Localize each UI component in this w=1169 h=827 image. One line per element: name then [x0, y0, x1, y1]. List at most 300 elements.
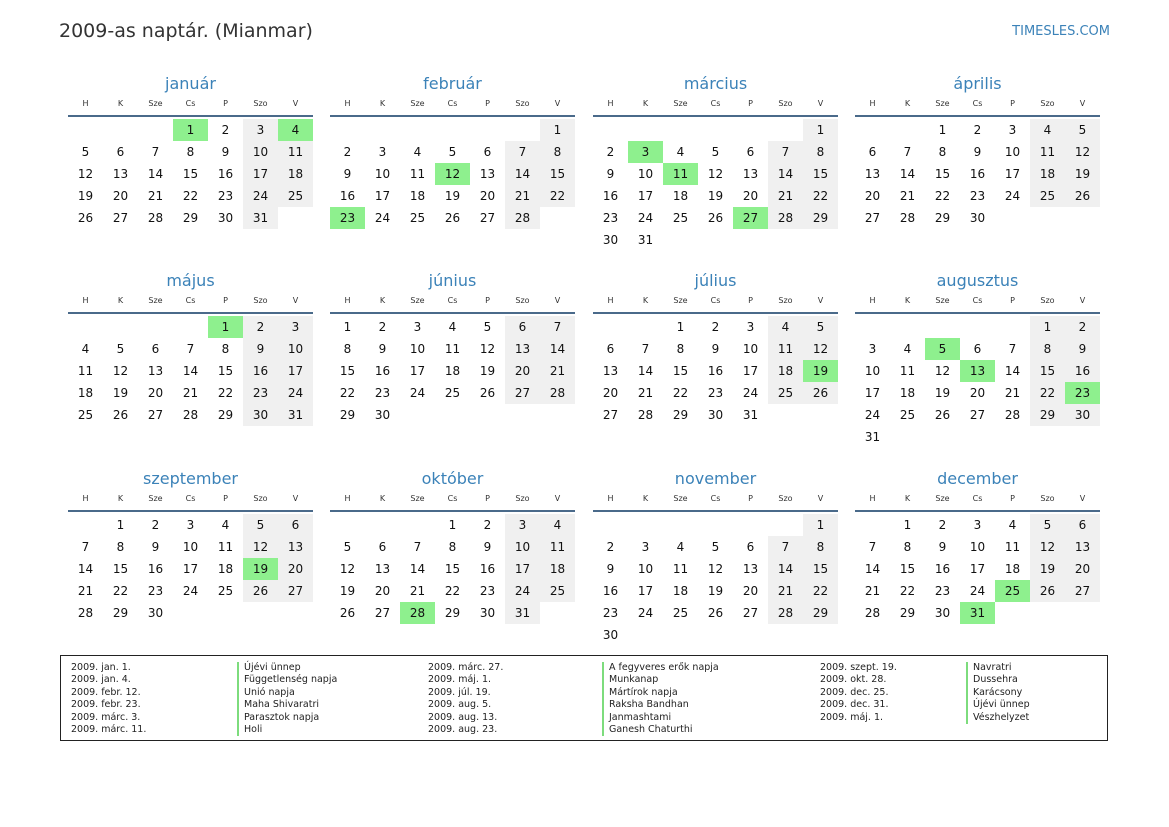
- day-cell: 21: [409, 584, 426, 598]
- day-grid: [330, 514, 575, 624]
- empty-cell: [925, 316, 960, 338]
- legend-date: 2009. júl. 19.: [428, 686, 491, 698]
- day-cell: 11: [409, 167, 426, 181]
- empty-cell: [890, 316, 925, 338]
- day-cell: 19: [1030, 558, 1065, 580]
- legend-date: 2009. dec. 31.: [820, 699, 889, 711]
- empty-cell: [103, 316, 138, 338]
- day-cell: 25: [1030, 185, 1065, 207]
- weekday-label: Cs: [710, 296, 721, 305]
- day-cell: 13: [112, 167, 129, 181]
- weekday-header: [330, 293, 575, 309]
- weekday-header: [68, 96, 313, 112]
- day-cell: 4: [81, 342, 90, 356]
- day-cell: 10: [864, 364, 881, 378]
- day-cell: 26: [479, 386, 496, 400]
- day-cell: 5: [483, 320, 492, 334]
- weekday-label: H: [869, 296, 876, 305]
- weekday-label: V: [1079, 99, 1086, 108]
- day-cell: 31: [742, 408, 759, 422]
- day-cell: 6: [1065, 514, 1100, 536]
- day-cell: 15: [112, 562, 129, 576]
- day-cell: 21: [77, 584, 94, 598]
- weekday-label: K: [379, 494, 386, 503]
- page-title: 2009-as naptár. (Mianmar): [59, 20, 313, 42]
- day-cell: 2: [151, 518, 160, 532]
- day-cell: 24: [637, 606, 654, 620]
- day-cell: 7: [151, 145, 160, 159]
- day-cell: 20: [147, 386, 164, 400]
- day-cell: 4: [448, 320, 457, 334]
- weekday-label: H: [82, 99, 89, 108]
- day-cell: 7: [768, 141, 803, 163]
- day-cell: 6: [116, 145, 125, 159]
- day-cell: 18: [540, 558, 575, 580]
- day-cell: 11: [899, 364, 916, 378]
- day-cell: 13: [278, 536, 313, 558]
- weekday-label: H: [869, 494, 876, 503]
- weekday-label: Cs: [972, 99, 983, 108]
- day-cell: 2: [938, 518, 947, 532]
- day-cell: 6: [973, 342, 982, 356]
- weekday-label: H: [869, 99, 876, 108]
- day-cell: 21: [864, 584, 881, 598]
- day-cell: 30: [243, 404, 278, 426]
- legend-holiday-name: Vészhelyzet: [966, 712, 1030, 724]
- weekday-label: K: [117, 494, 124, 503]
- day-cell: 13: [742, 167, 759, 181]
- day-cell: 20: [742, 584, 759, 598]
- day-cell: 30: [934, 606, 951, 620]
- day-cell: 20: [864, 189, 881, 203]
- month-name: november: [674, 469, 757, 488]
- day-cell: 14: [864, 562, 881, 576]
- day-cell: 6: [151, 342, 160, 356]
- day-cell: 31: [864, 430, 881, 444]
- day-cell: 4: [676, 145, 685, 159]
- legend-dates-2: [428, 662, 503, 736]
- day-cell: 30: [374, 408, 391, 422]
- day-cell: 4: [676, 540, 685, 554]
- legend-date: 2009. febr. 23.: [71, 699, 141, 711]
- day-cell: 6: [278, 514, 313, 536]
- weekday-header: [593, 293, 838, 309]
- day-cell: 1: [803, 119, 838, 141]
- weekday-label: Szo: [253, 296, 268, 305]
- legend-date: 2009. máj. 1.: [428, 674, 492, 686]
- month-április: [855, 72, 1100, 229]
- day-cell: 25: [444, 386, 461, 400]
- day-cell: 7: [768, 536, 803, 558]
- day-cell: 21: [147, 189, 164, 203]
- day-cell: 18: [409, 189, 426, 203]
- legend-date: 2009. márc. 27.: [428, 662, 504, 673]
- day-cell: 23: [602, 211, 619, 225]
- day-cell: 3: [746, 320, 755, 334]
- day-cell: 24: [278, 382, 313, 404]
- day-cell: 3: [378, 145, 387, 159]
- day-cell: 5: [1030, 514, 1065, 536]
- day-cell: 2: [711, 320, 720, 334]
- day-cell: 17: [637, 189, 654, 203]
- day-grid: [330, 119, 575, 229]
- holiday-day: 11: [663, 163, 698, 185]
- day-cell: 20: [1065, 558, 1100, 580]
- day-cell: 31: [637, 233, 654, 247]
- empty-cell: [628, 514, 663, 536]
- weekday-label: Szo: [778, 99, 793, 108]
- day-cell: 17: [374, 189, 391, 203]
- day-cell: 4: [1030, 119, 1065, 141]
- header-divider: [68, 312, 313, 314]
- day-cell: 23: [707, 386, 724, 400]
- day-cell: 27: [278, 580, 313, 602]
- weekday-label: Sze: [673, 99, 688, 108]
- day-cell: 16: [602, 189, 619, 203]
- day-cell: 7: [81, 540, 90, 554]
- day-cell: 8: [1030, 338, 1065, 360]
- day-cell: 24: [864, 408, 881, 422]
- weekday-label: V: [292, 296, 299, 305]
- month-január: [68, 72, 313, 229]
- day-cell: 7: [641, 342, 650, 356]
- weekday-label: V: [817, 494, 824, 503]
- empty-cell: [68, 316, 103, 338]
- legend-holiday-name: Holi: [237, 724, 337, 736]
- month-szeptember: [68, 467, 313, 624]
- day-cell: 7: [540, 316, 575, 338]
- month-október: [330, 467, 575, 624]
- day-cell: 16: [479, 562, 496, 576]
- empty-cell: [890, 119, 925, 141]
- weekday-label: Cs: [185, 99, 196, 108]
- day-cell: 15: [182, 167, 199, 181]
- header-divider: [593, 312, 838, 314]
- holiday-day: 5: [925, 338, 960, 360]
- day-cell: 2: [378, 320, 387, 334]
- legend-date: 2009. dec. 25.: [820, 686, 889, 698]
- day-cell: 10: [637, 562, 654, 576]
- day-cell: 9: [711, 342, 720, 356]
- day-cell: 27: [602, 408, 619, 422]
- month-name: február: [423, 74, 482, 93]
- legend-holiday-name: Munkanap: [602, 674, 719, 686]
- day-cell: 20: [505, 360, 540, 382]
- day-cell: 18: [899, 386, 916, 400]
- day-cell: 4: [903, 342, 912, 356]
- day-cell: 5: [448, 145, 457, 159]
- day-cell: 19: [77, 189, 94, 203]
- day-cell: 23: [479, 584, 496, 598]
- day-cell: 7: [868, 540, 877, 554]
- day-cell: 24: [969, 584, 986, 598]
- day-cell: 28: [768, 207, 803, 229]
- day-cell: 29: [339, 408, 356, 422]
- day-cell: 5: [81, 145, 90, 159]
- day-cell: 21: [505, 185, 540, 207]
- day-cell: 2: [343, 145, 352, 159]
- day-cell: 19: [707, 189, 724, 203]
- day-cell: 9: [606, 167, 615, 181]
- holiday-day: 1: [173, 119, 208, 141]
- holiday-day: 23: [330, 207, 365, 229]
- weekday-label: Szo: [1040, 494, 1055, 503]
- day-cell: 30: [147, 606, 164, 620]
- empty-cell: [855, 316, 890, 338]
- day-grid: [593, 119, 838, 251]
- weekday-label: Cs: [710, 494, 721, 503]
- holiday-day: 13: [960, 360, 995, 382]
- weekday-label: P: [485, 99, 490, 108]
- empty-cell: [733, 119, 768, 141]
- day-cell: 12: [339, 562, 356, 576]
- day-cell: 14: [637, 364, 654, 378]
- legend-holiday-name: A fegyveres erők napja: [602, 662, 719, 674]
- day-cell: 8: [676, 342, 685, 356]
- day-cell: 24: [182, 584, 199, 598]
- weekday-label: P: [1010, 296, 1015, 305]
- day-cell: 5: [711, 540, 720, 554]
- day-cell: 27: [1065, 580, 1100, 602]
- weekday-label: Cs: [972, 494, 983, 503]
- holiday-day: 31: [960, 602, 995, 624]
- empty-cell: [995, 316, 1030, 338]
- day-cell: 27: [374, 606, 391, 620]
- day-cell: 8: [938, 145, 947, 159]
- holiday-day: 12: [435, 163, 470, 185]
- day-cell: 18: [217, 562, 234, 576]
- weekday-header: [330, 96, 575, 112]
- day-cell: 12: [934, 364, 951, 378]
- day-cell: 22: [672, 386, 689, 400]
- weekday-label: V: [1079, 494, 1086, 503]
- day-cell: 8: [540, 141, 575, 163]
- day-cell: 3: [1008, 123, 1017, 137]
- day-cell: 30: [217, 211, 234, 225]
- legend-holiday-name: Dussehra: [966, 674, 1030, 686]
- empty-cell: [663, 514, 698, 536]
- weekday-label: Szo: [1040, 99, 1055, 108]
- day-cell: 30: [602, 233, 619, 247]
- day-cell: 16: [707, 364, 724, 378]
- day-cell: 1: [448, 518, 457, 532]
- day-cell: 8: [903, 540, 912, 554]
- day-cell: 24: [1004, 189, 1021, 203]
- legend-date: 2009. jan. 4.: [71, 674, 131, 686]
- day-cell: 9: [1065, 338, 1100, 360]
- day-cell: 1: [676, 320, 685, 334]
- day-cell: 8: [116, 540, 125, 554]
- weekday-header: [855, 293, 1100, 309]
- day-cell: 11: [1030, 141, 1065, 163]
- month-name: június: [428, 271, 477, 290]
- weekday-label: V: [554, 296, 561, 305]
- day-cell: 23: [934, 584, 951, 598]
- day-cell: 9: [973, 145, 982, 159]
- weekday-label: Szo: [778, 296, 793, 305]
- empty-cell: [768, 514, 803, 536]
- day-cell: 6: [505, 316, 540, 338]
- day-cell: 25: [672, 606, 689, 620]
- empty-cell: [855, 514, 890, 536]
- weekday-header: [330, 491, 575, 507]
- day-cell: 23: [969, 189, 986, 203]
- weekday-label: Sze: [935, 296, 950, 305]
- day-cell: 10: [505, 536, 540, 558]
- day-cell: 18: [672, 584, 689, 598]
- weekday-label: K: [904, 296, 911, 305]
- weekday-label: P: [1010, 99, 1015, 108]
- day-cell: 20: [112, 189, 129, 203]
- day-cell: 14: [182, 364, 199, 378]
- weekday-label: Szo: [253, 494, 268, 503]
- day-cell: 16: [374, 364, 391, 378]
- weekday-label: Sze: [410, 296, 425, 305]
- legend-holiday-name: Karácsony: [966, 687, 1030, 699]
- day-cell: 16: [969, 167, 986, 181]
- weekday-label: P: [223, 296, 228, 305]
- day-cell: 25: [278, 185, 313, 207]
- weekday-label: P: [748, 296, 753, 305]
- day-cell: 10: [637, 167, 654, 181]
- weekday-label: H: [344, 296, 351, 305]
- day-cell: 14: [409, 562, 426, 576]
- empty-cell: [365, 119, 400, 141]
- day-cell: 27: [742, 606, 759, 620]
- day-cell: 24: [505, 580, 540, 602]
- day-cell: 25: [768, 382, 803, 404]
- day-cell: 17: [409, 364, 426, 378]
- weekday-label: Szo: [515, 99, 530, 108]
- day-cell: 2: [606, 145, 615, 159]
- day-cell: 15: [899, 562, 916, 576]
- day-cell: 29: [1030, 404, 1065, 426]
- header-divider: [330, 510, 575, 512]
- day-cell: 9: [151, 540, 160, 554]
- weekday-label: Szo: [515, 296, 530, 305]
- day-cell: 26: [1065, 185, 1100, 207]
- day-cell: 14: [540, 338, 575, 360]
- weekday-label: V: [817, 99, 824, 108]
- site-link[interactable]: TIMESLES.COM: [1012, 24, 1110, 39]
- weekday-label: K: [117, 99, 124, 108]
- day-cell: 21: [768, 580, 803, 602]
- legend-date: 2009. márc. 3.: [71, 711, 141, 723]
- weekday-label: Cs: [447, 99, 458, 108]
- day-cell: 20: [742, 189, 759, 203]
- weekday-label: H: [344, 494, 351, 503]
- day-cell: 19: [339, 584, 356, 598]
- holiday-day: 25: [995, 580, 1030, 602]
- day-cell: 20: [374, 584, 391, 598]
- day-cell: 2: [606, 540, 615, 554]
- empty-cell: [628, 316, 663, 338]
- day-cell: 17: [278, 360, 313, 382]
- day-cell: 17: [742, 364, 759, 378]
- day-cell: 23: [243, 382, 278, 404]
- month-május: [68, 269, 313, 426]
- holiday-day: 27: [733, 207, 768, 229]
- weekday-label: K: [117, 296, 124, 305]
- empty-cell: [663, 119, 698, 141]
- day-cell: 6: [868, 145, 877, 159]
- day-cell: 26: [1030, 580, 1065, 602]
- day-cell: 2: [243, 316, 278, 338]
- empty-cell: [698, 514, 733, 536]
- day-cell: 3: [641, 540, 650, 554]
- day-cell: 13: [742, 562, 759, 576]
- legend-date: 2009. okt. 28.: [820, 674, 887, 686]
- day-cell: 9: [221, 145, 230, 159]
- day-cell: 24: [637, 211, 654, 225]
- day-cell: 11: [768, 338, 803, 360]
- legend-holiday-name: Mártírok napja: [602, 687, 719, 699]
- month-name: július: [694, 271, 737, 290]
- holiday-day: 19: [803, 360, 838, 382]
- legend-holiday-name: Unió napja: [237, 687, 337, 699]
- day-cell: 28: [1004, 408, 1021, 422]
- day-cell: 15: [444, 562, 461, 576]
- day-cell: 19: [934, 386, 951, 400]
- day-cell: 24: [409, 386, 426, 400]
- day-cell: 3: [505, 514, 540, 536]
- empty-cell: [593, 514, 628, 536]
- day-cell: 28: [77, 606, 94, 620]
- weekday-label: Szo: [1040, 296, 1055, 305]
- weekday-label: Sze: [935, 99, 950, 108]
- day-cell: 7: [1008, 342, 1017, 356]
- legend-holiday-name: Raksha Bandhan: [602, 699, 719, 711]
- day-cell: 9: [378, 342, 387, 356]
- day-cell: 22: [217, 386, 234, 400]
- day-cell: 1: [1030, 316, 1065, 338]
- month-június: [330, 269, 575, 426]
- legend-holiday-name: Újévi ünnep: [237, 662, 337, 674]
- day-cell: 14: [768, 163, 803, 185]
- day-cell: 21: [540, 360, 575, 382]
- legend-holiday-name: Parasztok napja: [237, 712, 337, 724]
- day-cell: 25: [672, 211, 689, 225]
- header-divider: [855, 510, 1100, 512]
- day-cell: 13: [602, 364, 619, 378]
- empty-cell: [330, 119, 365, 141]
- day-cell: 9: [938, 540, 947, 554]
- weekday-label: Cs: [710, 99, 721, 108]
- weekday-label: Cs: [447, 494, 458, 503]
- day-cell: 12: [243, 536, 278, 558]
- day-cell: 26: [112, 408, 129, 422]
- day-cell: 29: [934, 211, 951, 225]
- month-name: május: [166, 271, 215, 290]
- day-cell: 19: [1065, 163, 1100, 185]
- weekday-label: H: [344, 99, 351, 108]
- day-cell: 1: [343, 320, 352, 334]
- weekday-label: Cs: [972, 296, 983, 305]
- day-cell: 7: [505, 141, 540, 163]
- day-cell: 22: [934, 189, 951, 203]
- weekday-label: V: [292, 494, 299, 503]
- day-cell: 9: [343, 167, 352, 181]
- day-cell: 18: [672, 189, 689, 203]
- legend-date: 2009. febr. 12.: [71, 686, 141, 698]
- weekday-header: [593, 96, 838, 112]
- day-grid: [68, 316, 313, 426]
- empty-cell: [768, 119, 803, 141]
- weekday-label: V: [554, 494, 561, 503]
- day-cell: 9: [606, 562, 615, 576]
- day-cell: 11: [672, 562, 689, 576]
- day-cell: 18: [768, 360, 803, 382]
